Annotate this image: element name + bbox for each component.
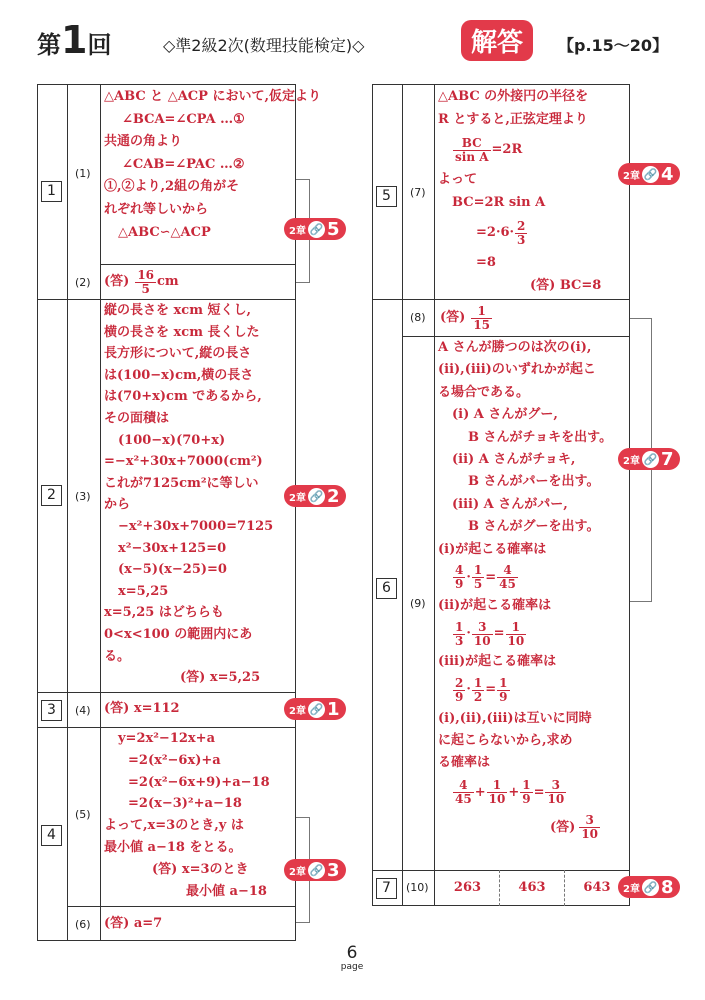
section-5-number: 5 — [376, 186, 397, 207]
q7-formula: $\frac{BC}{\text{sin A}}$ =2R — [455, 135, 523, 164]
q7-calc: =2·6· $\frac{2}{3}$ — [476, 218, 526, 247]
link-icon: 🔗 — [309, 863, 324, 877]
round-prefix: 第 — [37, 31, 61, 59]
q1-line: 共通の角より — [104, 134, 183, 150]
q5-line: 最小値 a−18 をとる。 — [104, 839, 242, 855]
q3-line: 長方形について,縦の長さ — [104, 346, 252, 362]
q10-value: 263 — [453, 880, 482, 895]
q7-line: R とすると,正弦定理より — [438, 111, 588, 127]
sub-label-1: (1) — [75, 167, 91, 180]
section-4-number: 4 — [41, 825, 62, 846]
q9-case: (iii) A さんがパー, — [452, 496, 568, 512]
q9-line: (ii),(iii)のいずれかが起こ — [438, 362, 596, 378]
page-number — [332, 944, 372, 972]
q2-answer — [104, 268, 179, 296]
q9-case: (ii) A さんがチョキ, — [452, 451, 576, 467]
sub-label-4: (4) — [75, 704, 91, 717]
link-icon: 🔗 — [309, 489, 324, 503]
q3-line: =−x²+30x+7000(cm²) — [104, 454, 263, 470]
q3-line: これが7125cm²に等しい — [104, 475, 259, 491]
q1-line: △ABC と △ACP において,仮定より — [104, 89, 321, 104]
q9-prob-1: $\frac{4}{9}$ · $\frac{1}{5}$ = $\frac{4}{45}$ — [455, 563, 516, 592]
link-icon: 🔗 — [643, 167, 658, 181]
q3-line: x=5,25 — [118, 583, 169, 599]
q5-line: =2(x²−6x+9)+a−18 — [128, 774, 270, 790]
q9-prob-label: (iii)が起こる確率は — [438, 654, 557, 670]
q3-answer: (答) x=5,25 — [180, 670, 261, 686]
q5-line: =2(x−3)²+a−18 — [128, 796, 242, 812]
q10-value: 643 — [583, 880, 611, 895]
q1-line: ∠CAB=∠PAC …② — [122, 156, 245, 172]
q5-solution — [104, 728, 270, 902]
q3-line: (x−5)(x−25)=0 — [118, 562, 227, 578]
answer-label: 解答 — [461, 20, 533, 61]
round-number: 1 — [61, 18, 88, 62]
section-1-number: 1 — [41, 181, 62, 202]
q7-line: BC=2R sin A — [452, 194, 546, 210]
q7-line: △ABC の外接円の半径を — [438, 89, 589, 104]
section-3-number: 3 — [41, 700, 62, 721]
q3-line: は(100−x)cm,横の長さ — [104, 367, 254, 383]
q9-prob-label: (i)が起こる確率は — [438, 541, 547, 557]
q4-answer: (答) x=112 — [104, 701, 180, 716]
q9-prob-3: $\frac{2}{9}$ · $\frac{1}{2}$ = $\frac{1}{9}$ — [455, 676, 508, 705]
q6-answer: (答) a=7 — [104, 916, 163, 931]
q9-prob-label: (ii)が起こる確率は — [438, 597, 552, 613]
q5-line: y=2x²−12x+a — [118, 731, 215, 746]
q1-line: れぞれ等しいから — [104, 201, 209, 217]
link-icon: 🔗 — [309, 222, 324, 236]
section-7-number: 7 — [376, 878, 397, 899]
q3-line: る。 — [104, 648, 131, 664]
q9-solution — [438, 337, 612, 845]
sub-label-2: (2) — [75, 276, 91, 289]
q7-line: =8 — [476, 255, 496, 271]
chapter-badge[interactable]: 2章 🔗 7 — [618, 448, 680, 470]
link-icon: 🔗 — [643, 880, 658, 894]
q9-line: に起こらないから,求め — [438, 733, 573, 749]
sub-label-3: (3) — [75, 490, 91, 503]
sub-label-8: (8) — [410, 311, 426, 324]
q3-line: その面積は — [104, 410, 170, 426]
q3-line: 横の長さを xcm 長くした — [104, 324, 260, 340]
q3-line: から — [104, 497, 131, 513]
exam-subtitle: ◇準2級2次(数理技能検定)◇ — [163, 36, 365, 55]
q3-line: は(70+x)cm であるから, — [104, 389, 262, 405]
q2-prefix: (答) — [104, 273, 130, 289]
q9-case: (i) A さんがグー, — [452, 407, 558, 423]
chapter-badge[interactable]: 2章 🔗 1 — [284, 698, 346, 720]
q9-prob-2: $\frac{1}{3}$ · $\frac{3}{10}$ = $\frac{1}{10}$ — [455, 619, 525, 648]
q9-case: B さんがパーを出す。 — [468, 474, 600, 490]
round-title — [37, 18, 111, 62]
q9-answer: (答) $\frac{3}{10}$ — [550, 813, 599, 842]
chapter-badge[interactable]: 2章 🔗 5 — [284, 218, 346, 240]
sub-label-7: (7) — [410, 186, 426, 199]
q3-line: −x²+30x+7000=7125 — [118, 518, 274, 534]
page-range: 【p.15〜20】 — [558, 36, 669, 55]
q3-line: x=5,25 はどちらも — [104, 605, 224, 621]
sub-label-9: (9) — [410, 597, 426, 610]
q9-line: る場合である。 — [438, 384, 530, 400]
q7-answer: (答) BC=8 — [530, 277, 602, 293]
q1-line: ∠BCA=∠CPA …① — [122, 111, 245, 127]
q9-line: A さんが勝つのは次の(i), — [438, 340, 592, 355]
q5-answer-line: 最小値 a−18 — [186, 883, 267, 899]
page-word: page — [340, 962, 364, 972]
link-icon: 🔗 — [643, 452, 658, 466]
q3-solution — [104, 300, 273, 689]
q9-case: B さんがグーを出す。 — [468, 519, 600, 535]
q9-line: る確率は — [438, 755, 491, 771]
q1-line: △ABC∽△ACP — [118, 224, 211, 240]
q5-answer-line: (答) x=3のとき — [152, 861, 249, 877]
chapter-badge[interactable]: 2章 🔗 8 — [618, 876, 680, 898]
sub-label-5: (5) — [75, 808, 91, 821]
link-icon: 🔗 — [309, 702, 324, 716]
q9-sum: $\frac{4}{45}$ + $\frac{1}{10}$ + $\frac{1}{9}$ = $\frac{3}{10}$ — [455, 778, 565, 807]
chapter-badge[interactable]: 2章 🔗 4 — [618, 163, 680, 185]
sub-label-10: (10) — [406, 881, 429, 894]
section-2-number: 2 — [41, 485, 62, 506]
q5-line: よって,x=3のとき,y は — [104, 818, 244, 834]
chapter-badge[interactable]: 2章 🔗 3 — [284, 859, 346, 881]
round-suffix: 回 — [87, 31, 112, 59]
page-num: 6 — [346, 943, 358, 963]
q8-answer: (答) $\frac{1}{15}$ — [440, 303, 491, 332]
q3-line: x²−30x+125=0 — [118, 540, 227, 556]
sub-label-6: (6) — [75, 918, 91, 931]
q9-line: (i),(ii),(iii)は互いに同時 — [438, 710, 592, 726]
q3-line: 0<x<100 の範囲内にあ — [104, 626, 253, 642]
section-6-number: 6 — [376, 578, 397, 599]
q5-line: =2(x²−6x)+a — [128, 752, 221, 768]
q9-case: B さんがチョキを出す。 — [468, 429, 613, 445]
q2-fraction: $\frac{16}{5}$ — [137, 267, 155, 296]
q7-solution — [438, 86, 601, 298]
q10-value: 463 — [518, 880, 546, 895]
q2-unit: cm — [157, 273, 179, 289]
q3-line: (100−x)(70+x) — [118, 432, 226, 448]
q3-line: 縦の長さを xcm 短くし, — [104, 303, 251, 318]
chapter-badge[interactable]: 2章 🔗 2 — [284, 485, 346, 507]
q1-line: ①,②より,2組の角がそ — [104, 179, 240, 195]
q7-line: よって — [438, 172, 478, 188]
